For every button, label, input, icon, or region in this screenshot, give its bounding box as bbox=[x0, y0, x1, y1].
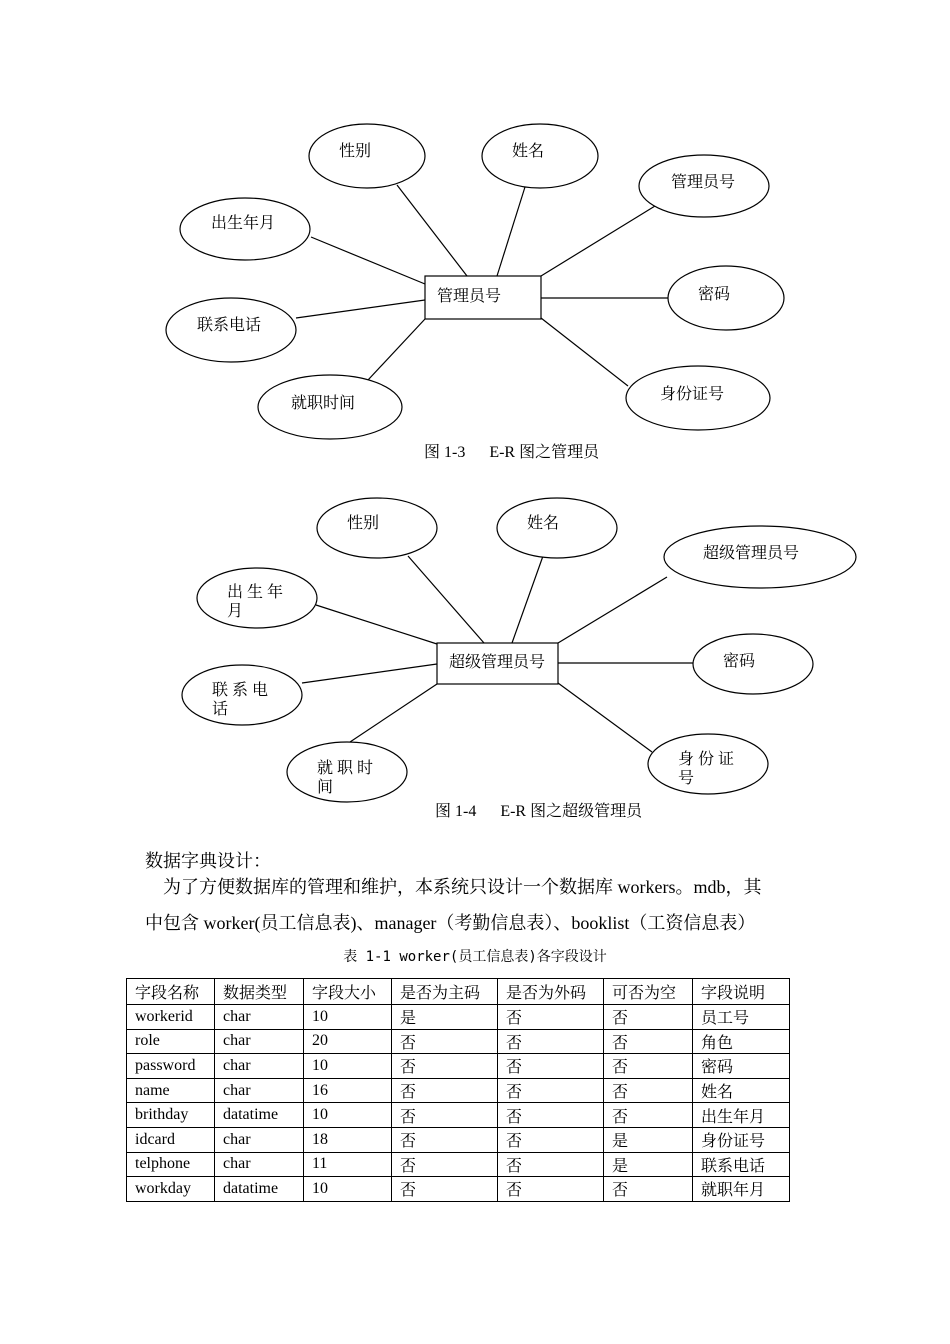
table-row bbox=[127, 1078, 790, 1103]
table-cell: 10 bbox=[304, 1054, 392, 1079]
attr-birth bbox=[197, 568, 317, 628]
table-cell: 16 bbox=[304, 1078, 392, 1103]
worker-field-table bbox=[126, 978, 790, 1202]
table-header-row bbox=[127, 979, 790, 1005]
table-cell: char bbox=[215, 1029, 304, 1054]
paragraph-line-1: 为了方便数据库的管理和维护，本系统只设计一个数据库 workers。mdb，其 bbox=[163, 877, 762, 897]
table-cell: 否 bbox=[392, 1127, 498, 1152]
table-cell: 是 bbox=[392, 1005, 498, 1030]
table-cell: 否 bbox=[498, 1177, 604, 1202]
svg-text:身 份 证: 身 份 证 bbox=[678, 751, 735, 768]
table-cell: 联系电话 bbox=[693, 1152, 790, 1177]
attr-gender bbox=[309, 124, 425, 188]
svg-text:月: 月 bbox=[227, 603, 244, 620]
table-cell: 身份证号 bbox=[693, 1127, 790, 1152]
table-cell: brithday bbox=[127, 1103, 215, 1128]
table-row bbox=[127, 1005, 790, 1030]
table-cell: 否 bbox=[498, 1054, 604, 1079]
svg-text:超级管理员号: 超级管理员号 bbox=[449, 654, 546, 671]
svg-text:性别: 性别 bbox=[347, 515, 380, 532]
table-cell: 否 bbox=[498, 1078, 604, 1103]
svg-text:密码: 密码 bbox=[698, 286, 731, 303]
attr-phone bbox=[166, 298, 296, 362]
table-cell: char bbox=[215, 1054, 304, 1079]
table-cell: 否 bbox=[392, 1078, 498, 1103]
table-cell: name bbox=[127, 1078, 215, 1103]
table-cell: char bbox=[215, 1005, 304, 1030]
svg-text:姓名: 姓名 bbox=[527, 515, 560, 532]
table-cell: 否 bbox=[498, 1005, 604, 1030]
table-cell: 否 bbox=[604, 1005, 693, 1030]
table-cell: 是 bbox=[604, 1127, 693, 1152]
attr-password bbox=[668, 266, 784, 330]
svg-text:联 系 电: 联 系 电 bbox=[212, 682, 269, 699]
svg-text:姓名: 姓名 bbox=[512, 143, 545, 160]
table-row bbox=[127, 1054, 790, 1079]
svg-text:密码: 密码 bbox=[723, 653, 756, 670]
table-cell: workday bbox=[127, 1177, 215, 1202]
table-cell: 是 bbox=[604, 1152, 693, 1177]
table-row bbox=[127, 1152, 790, 1177]
table-cell: telphone bbox=[127, 1152, 215, 1177]
entity-super-admin bbox=[437, 643, 558, 684]
er-diagram-super-admin bbox=[0, 470, 950, 810]
table-row bbox=[127, 1103, 790, 1128]
table-cell: 姓名 bbox=[693, 1078, 790, 1103]
table-cell: 10 bbox=[304, 1103, 392, 1128]
entity-admin bbox=[425, 276, 541, 319]
table-cell: 10 bbox=[304, 1005, 392, 1030]
table-cell: 员工号 bbox=[693, 1005, 790, 1030]
svg-text:联系电话: 联系电话 bbox=[197, 317, 262, 334]
table-cell: idcard bbox=[127, 1127, 215, 1152]
attr-id-no bbox=[648, 734, 768, 794]
table-header-cell: 可否为空 bbox=[604, 979, 693, 1005]
table-cell: 11 bbox=[304, 1152, 392, 1177]
table-cell: 否 bbox=[604, 1054, 693, 1079]
attr-name bbox=[497, 498, 617, 558]
table-cell: datatime bbox=[215, 1177, 304, 1202]
attr-password bbox=[693, 634, 813, 694]
table-header-cell: 是否为主码 bbox=[392, 979, 498, 1005]
svg-text:就职时间: 就职时间 bbox=[291, 395, 356, 412]
table-row bbox=[127, 1127, 790, 1152]
table-cell: 出生年月 bbox=[693, 1103, 790, 1128]
attr-super-admin-no bbox=[664, 526, 856, 588]
table-cell: 否 bbox=[392, 1152, 498, 1177]
table-cell: 否 bbox=[498, 1127, 604, 1152]
table-cell: char bbox=[215, 1127, 304, 1152]
table-cell: 否 bbox=[498, 1103, 604, 1128]
table-header-cell: 字段大小 bbox=[304, 979, 392, 1005]
table-cell: 就职年月 bbox=[693, 1177, 790, 1202]
svg-text:话: 话 bbox=[212, 701, 229, 718]
attr-gender bbox=[317, 498, 437, 558]
svg-text:性别: 性别 bbox=[339, 143, 372, 160]
attr-birth bbox=[180, 198, 310, 260]
table-cell: 否 bbox=[604, 1177, 693, 1202]
table-cell: 否 bbox=[392, 1103, 498, 1128]
table-cell: password bbox=[127, 1054, 215, 1079]
attr-hire-time bbox=[258, 375, 402, 439]
attr-hire-time bbox=[287, 742, 407, 802]
svg-text:出 生 年: 出 生 年 bbox=[227, 584, 284, 601]
table-header-cell: 数据类型 bbox=[215, 979, 304, 1005]
svg-text:出生年月: 出生年月 bbox=[211, 215, 276, 232]
table-cell: role bbox=[127, 1029, 215, 1054]
attr-phone bbox=[182, 665, 302, 725]
svg-text:身份证号: 身份证号 bbox=[660, 386, 725, 403]
svg-text:就 职 时: 就 职 时 bbox=[317, 760, 374, 777]
table-cell: 10 bbox=[304, 1177, 392, 1202]
table-cell: 20 bbox=[304, 1029, 392, 1054]
table-cell: 否 bbox=[392, 1177, 498, 1202]
attr-admin-no bbox=[639, 155, 769, 217]
table-caption: 表 1-1 worker(员工信息表)各字段设计 bbox=[343, 949, 607, 965]
table-cell: 角色 bbox=[693, 1029, 790, 1054]
paragraph-line-2: 中包含 worker(员工信息表)、manager（考勤信息表）、booklist（工资信息表） bbox=[145, 913, 756, 933]
table-cell: 否 bbox=[604, 1103, 693, 1128]
attr-name bbox=[482, 124, 598, 188]
attr-id-no bbox=[626, 366, 770, 430]
figure-caption-1-4: 图 1-4 E-R 图之超级管理员 bbox=[435, 803, 643, 820]
table-header-cell: 是否为外码 bbox=[498, 979, 604, 1005]
table-cell: 否 bbox=[498, 1029, 604, 1054]
table-cell: 密码 bbox=[693, 1054, 790, 1079]
table-header-cell: 字段说明 bbox=[693, 979, 790, 1005]
table-row bbox=[127, 1029, 790, 1054]
table-cell: char bbox=[215, 1078, 304, 1103]
table-cell: 否 bbox=[604, 1029, 693, 1054]
table-cell: char bbox=[215, 1152, 304, 1177]
svg-text:号: 号 bbox=[678, 770, 695, 787]
er-diagram-admin bbox=[0, 0, 950, 470]
table-cell: 否 bbox=[392, 1054, 498, 1079]
svg-text:管理员号: 管理员号 bbox=[437, 288, 502, 305]
table-cell: 否 bbox=[498, 1152, 604, 1177]
svg-text:管理员号: 管理员号 bbox=[671, 174, 736, 191]
table-cell: datatime bbox=[215, 1103, 304, 1128]
svg-text:间: 间 bbox=[317, 779, 334, 796]
table-header-cell: 字段名称 bbox=[127, 979, 215, 1005]
table-cell: 否 bbox=[392, 1029, 498, 1054]
table-cell: workerid bbox=[127, 1005, 215, 1030]
section-heading: 数据字典设计： bbox=[145, 851, 271, 871]
table-cell: 18 bbox=[304, 1127, 392, 1152]
svg-text:超级管理员号: 超级管理员号 bbox=[703, 545, 800, 562]
figure-caption-1-3: 图 1-3 E-R 图之管理员 bbox=[424, 444, 600, 461]
table-row bbox=[127, 1177, 790, 1202]
table-cell: 否 bbox=[604, 1078, 693, 1103]
